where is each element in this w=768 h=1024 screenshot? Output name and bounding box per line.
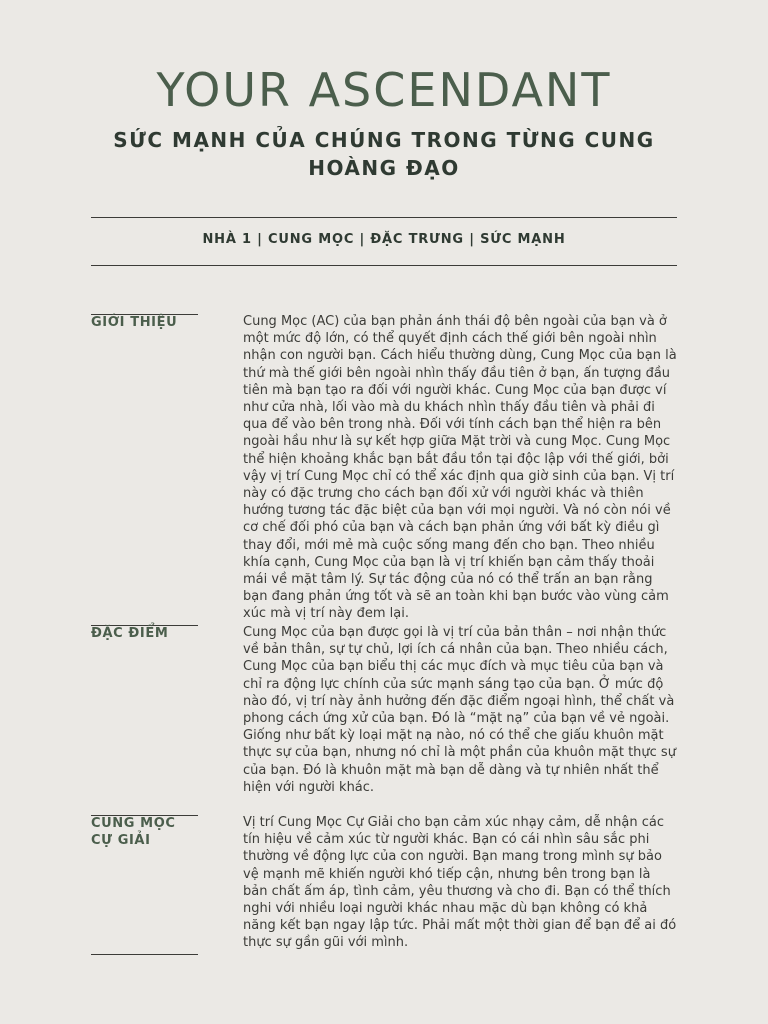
section-body: Cung Mọc của bạn được gọi là vị trí của bản thân – nơi nhận thức về bản thân, sự tự chủ, lợi ích cá nhân của bạn. Theo nhiều cách, Cung Mọc của bạn biểu thị các mục đích và mục tiêu của bạn và chỉ ra động lực chính của sức mạnh sáng tạo của bạn. Ở mức độ nào đó, vị trí này ảnh hưởng đến đặc điểm ngoại hình, thể chất và phong cách ứng xử của bạn. Đó là “mặt nạ” của bạn về vẻ ngoài. Giống như bất kỳ loại mặt nạ nào, nó có thể che giấu khuôn mặt thực sự của bạn, nhưng nó chỉ là một phần của khuôn mặt thực sự của bạn. Đó là khuôn mặt mà bạn dễ dàng và tự nhiên nhất thể hiện với người khác.: [243, 625, 676, 795]
page-subtitle: SỨC MẠNH CỦA CHÚNG TRONG TỪNG CUNG HOÀNG ĐẠO: [113, 128, 655, 180]
section-body: Vị trí Cung Mọc Cự Giải cho bạn cảm xúc nhạy cảm, dễ nhận các tín hiệu về cảm xúc từ người khác. Bạn có cái nhìn sâu sắc phi thường về động lực của con người. Bạn mang trong mình sự bảo vệ mạnh mẽ khiến người khó tiếp cận, nhưng bên trong bạn là bản chất ấm áp, tình cảm, yêu thương và cho đi. Bạn có thể thích nghi với nhiều loại người khác nhau mặc dù bạn không có khả năng kết bạn ngay lập tức. Phải mất một thời gian để bạn để ai đó thực sự gần gũi với mình.: [243, 815, 677, 951]
divider-bottom: [91, 265, 677, 266]
page-title: YOUR ASCENDANT: [156, 63, 612, 117]
divider-top: [91, 217, 677, 218]
section-heading: ĐẶC ĐIỂM: [91, 626, 169, 641]
section-end-divider: [91, 954, 198, 955]
section-heading: GIỚI THIỆU: [91, 315, 178, 330]
tagline: NHÀ 1 | CUNG MỌC | ĐẶC TRƯNG | SỨC MẠNH: [202, 232, 566, 247]
section-heading: CUNG MỌC CỰ GIẢI: [91, 816, 176, 848]
section-body: Cung Mọc (AC) của bạn phản ánh thái độ bên ngoài của bạn và ở một mức độ lớn, có thể quyết định cách thế giới bên ngoài nhìn nhận con người bạn. Cách hiểu thường dùng, Cung Mọc của bạn là thứ mà thế giới bên ngoài nhìn thấy đầu tiên ở bạn, ấn tượng đầu tiên mà bạn tạo ra đối với người khác. Cung Mọc của bạn được ví như cửa nhà, lối vào mà du khách nhìn thấy đầu tiên và phải đi qua để vào bên trong nhà. Đối với tính cách bạn thể hiện ra bên ngoài hầu như là sự kết hợp giữa Mặt trời và cung Mọc. Cung Mọc thể hiện khoảng khắc bạn bắt đầu tồn tại độc lập với thế giới, bởi vậy vị trí Cung Mọc chỉ có thể xác định qua giờ sinh của bạn. Vị trí này có đặc trưng cho cách bạn đối xử với người khác và thiên hướng tương tác đặc biệt của bạn với mọi người. Và nó còn nói về cơ chế đối phó của bạn và cách bạn phản ứng với bất kỳ điều gì thay đổi, mới mẻ mà cuộc sống mang đến cho bạn. Theo nhiều khía cạnh, Cung Mọc của bạn là vị trí khiến bạn cảm thấy thoải mái về mặt tâm lý. Sự tác động của nó có thể trấn an bạn rằng bạn đang phản ứng tốt và sẽ an toàn khi bạn bước vào vùng cảm xúc mà vị trí này đem lại.: [243, 314, 677, 622]
